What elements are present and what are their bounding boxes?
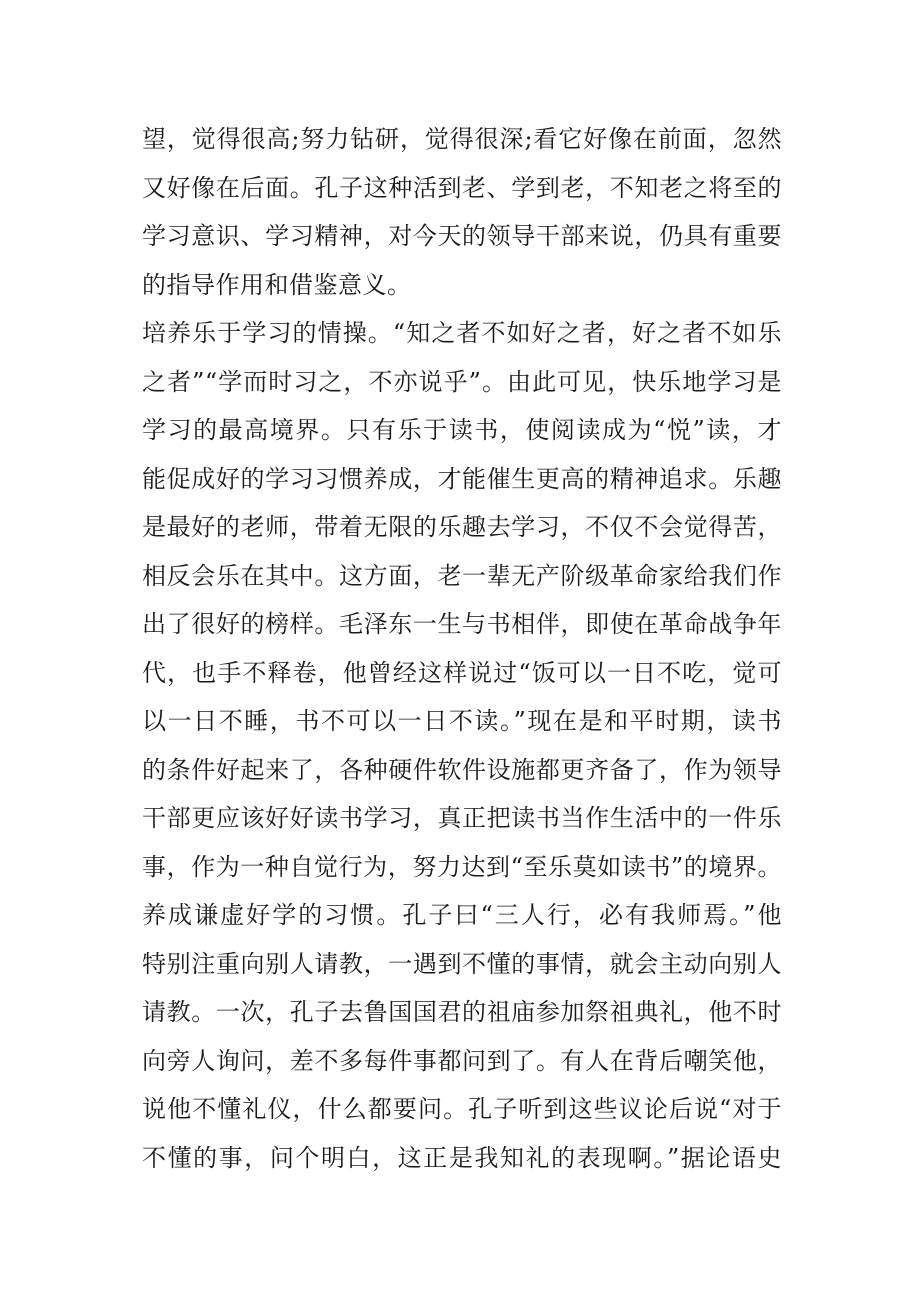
text-line: 干部更应该好好读书学习，真正把读书当作生活中的一件乐	[142, 804, 782, 832]
text-line: 说他不懂礼仪，什么都要问。孔子听到这些议论后说“对于	[142, 1095, 782, 1123]
text-line: 望，觉得很高;努力钻研，觉得很深;看它好像在前面，忽然	[142, 125, 782, 153]
text-line: 又好像在后面。孔子这种活到老、学到老，不知老之将至的	[142, 173, 782, 202]
text-line: 事，作为一种自觉行为，努力达到“至乐莫如读书”的境界。	[142, 852, 782, 881]
text-line: 不懂的事，问个明白，这正是我知礼的表现啊。”据论语史	[142, 1143, 782, 1172]
text-line: 的条件好起来了，各种硬件软件设施都更齐备了，作为领导	[142, 755, 782, 784]
text-line: 的指导作用和借鉴意义。	[142, 270, 412, 299]
text-line: 出了很好的榜样。毛泽东一生与书相伴，即使在革命战争年	[142, 610, 782, 638]
text-line: 是最好的老师，带着无限的乐趣去学习，不仅不会觉得苦，	[142, 513, 782, 541]
text-line: 养成谦虚好学的习惯。孔子曰“三人行，必有我师焉。”他	[142, 901, 782, 929]
text-line: 向旁人询问，差不多每件事都问到了。有人在背后嘲笑他，	[142, 1046, 782, 1075]
text-line: 特别注重向别人请教，一遇到不懂的事情，就会主动向别人	[142, 949, 782, 978]
text-line: 相反会乐在其中。这方面，老一辈无产阶级革命家给我们作	[142, 561, 782, 590]
text-line: 学习的最高境界。只有乐于读书，使阅读成为“悦”读，才	[142, 416, 782, 444]
text-line: 能促成好的学习习惯养成，才能催生更高的精神追求。乐趣	[142, 464, 782, 493]
body-text	[142, 115, 782, 1182]
text-line: 学习意识、学习精神，对今天的领导干部来说，仍具有重要	[142, 222, 782, 250]
text-line: 代，也手不释卷，他曾经这样说过“饭可以一日不吃，觉可	[142, 658, 782, 687]
text-line: 之者”“学而时习之，不亦说乎”。由此可见，快乐地学习是	[142, 367, 782, 396]
text-line: 以一日不睡，书不可以一日不读。”现在是和平时期，读书	[142, 707, 782, 735]
text-line: 请教。一次，孔子去鲁国国君的祖庙参加祭祖典礼，他不时	[142, 998, 782, 1026]
text-line: 培养乐于学习的情操。“知之者不如好之者，好之者不如乐	[142, 319, 782, 347]
